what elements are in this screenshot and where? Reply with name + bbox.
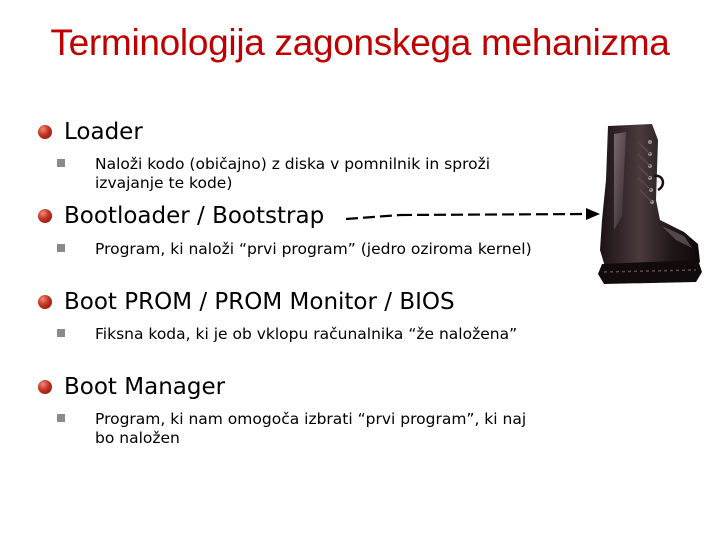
bullet-label: Loader <box>64 119 143 145</box>
sub-bullet-text: Naloži kodo (običajno) z diska v pomnilnik in sproži izvajanje te kode) <box>95 155 491 192</box>
bullet-label: Bootloader / Bootstrap <box>64 203 325 229</box>
bullet-label: Boot PROM / PROM Monitor / BIOS <box>64 289 455 315</box>
sub-bullet-text: Fiksna koda, ki je ob vklopu računalnika “že naložena” <box>95 325 518 343</box>
slide-title: Terminologija zagonskega mehanizma <box>50 22 670 63</box>
bullet-label: Boot Manager <box>64 374 226 400</box>
sub-bullet-text: Program, ki naloži “prvi program” (jedro oziroma kernel) <box>95 240 532 258</box>
sub-bullet-text: Program, ki nam omogoča izbrati “prvi program”, ki naj bo naložen <box>95 410 527 447</box>
black-boot-icon <box>592 120 704 290</box>
